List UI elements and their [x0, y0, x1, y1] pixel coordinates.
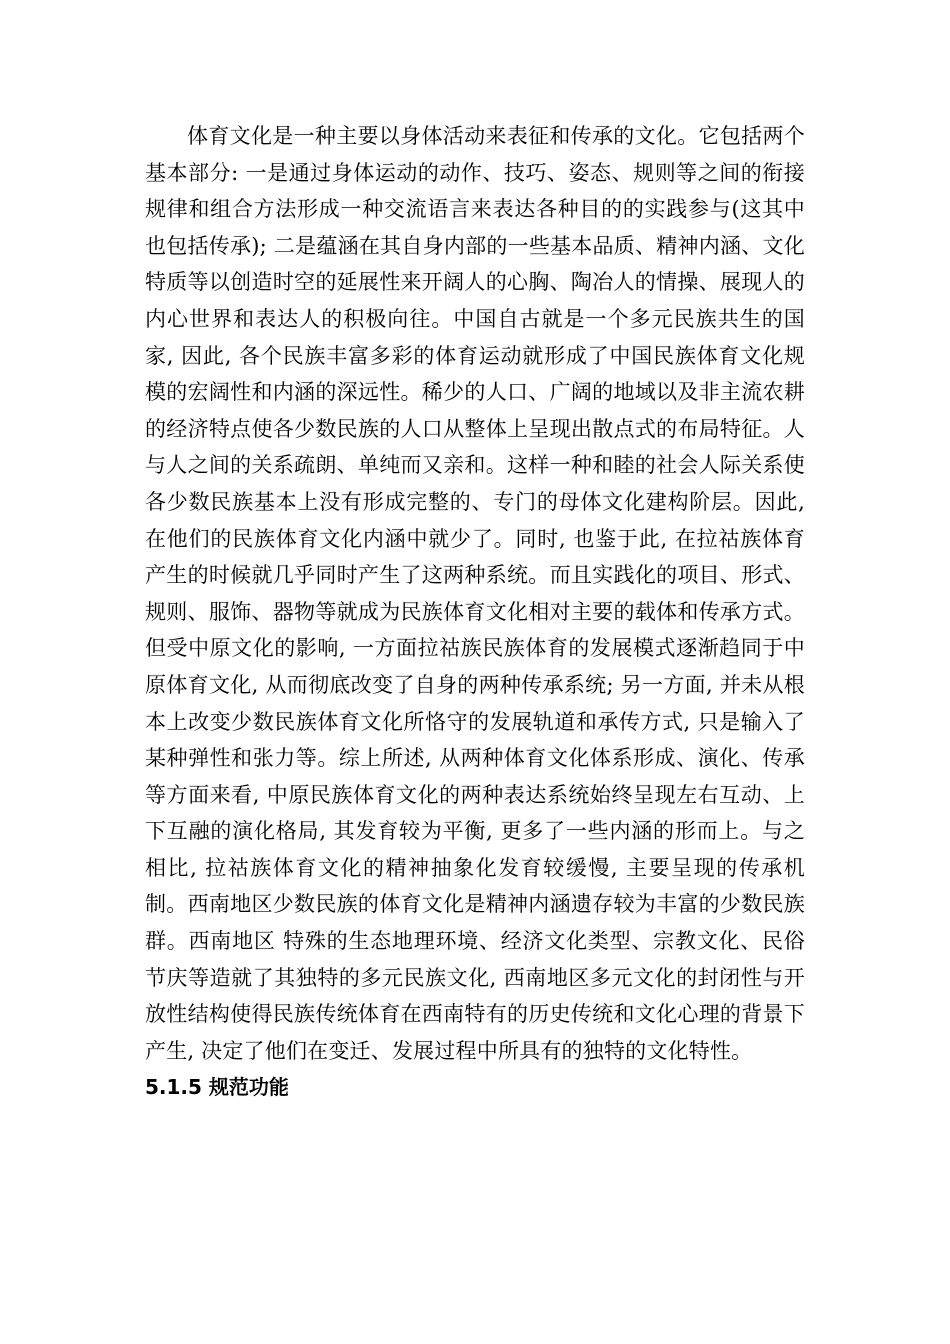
document-page	[145, 118, 805, 1105]
section-heading: 5.1.5 规范功能	[145, 1075, 289, 1100]
body-paragraph: 体育文化是一种主要以身体活动来表征和传承的文化。它包括两个基本部分: 一是通过身体运动的动作、技巧、姿态、规则等之间的衔接规律和组合方法形成一种交流语言来表达各种目的的实践参与(这其中也包括传承); 二是蕴涵在其自身内部的一些基本品质、精神内涵、文化特质等以创造时空的延展性来开阔人的心胸、陶冶人的情操、展现人的内心世界和表达人的积极向往。中国自古就是一个多元民族共生的国家, 因此, 各个民族丰富多彩的体育运动就形成了中国民族体育文化规模的宏阔性和内涵的深远性。稀少的人口、广阔的地域以及非主流农耕的经济特点使各少数民族的人口从整体上呈现出散点式的布局特征。人与人之间的关系疏朗、单纯而又亲和。这样一种和睦的社会人际关系使各少数民族基本上没有形成完整的、专门的母体文化建构阶层。因此, 在他们的民族体育文化内涵中就少了。同时, 也鉴于此, 在拉祜族体育产生的时候就几乎同时产生了这两种系统。而且实践化的项目、形式、规则、服饰、器物等就成为民族体育文化相对主要的载体和传承方式。但受中原文化的影响, 一方面拉祜族民族体育的发展模式逐渐趋同于中原体育文化, 从而彻底改变了自身的两种传承系统; 另一方面, 并未从根本上改变少数民族体育文化所恪守的发展轨道和承传方式, 只是输入了某种弹性和张力等。综上所述, 从两种体育文化体系形成、演化、传承等方面来看, 中原民族体育文化的两种表达系统始终呈现左右互动、上下互融的演化格局, 其发育较为平衡, 更多了一些内涵的形而上。与之相比, 拉祜族体育文化的精神抽象化发育较缓慢, 主要呈现的传承机制。西南地区少数民族的体育文化是精神内涵遗存较为丰富的少数民族群。西南地区 特殊的生态地理环境、经济文化类型、宗教文化、民俗节庆等造就了其独特的多元民族文化, 西南地区多元文化的封闭性与开放性结构使得民族传统体育在西南特有的历史传统和文化心理的背景下产生, 决定了他们在变迁、发展过程中所具有的独特的文化特性。	[145, 124, 805, 1063]
